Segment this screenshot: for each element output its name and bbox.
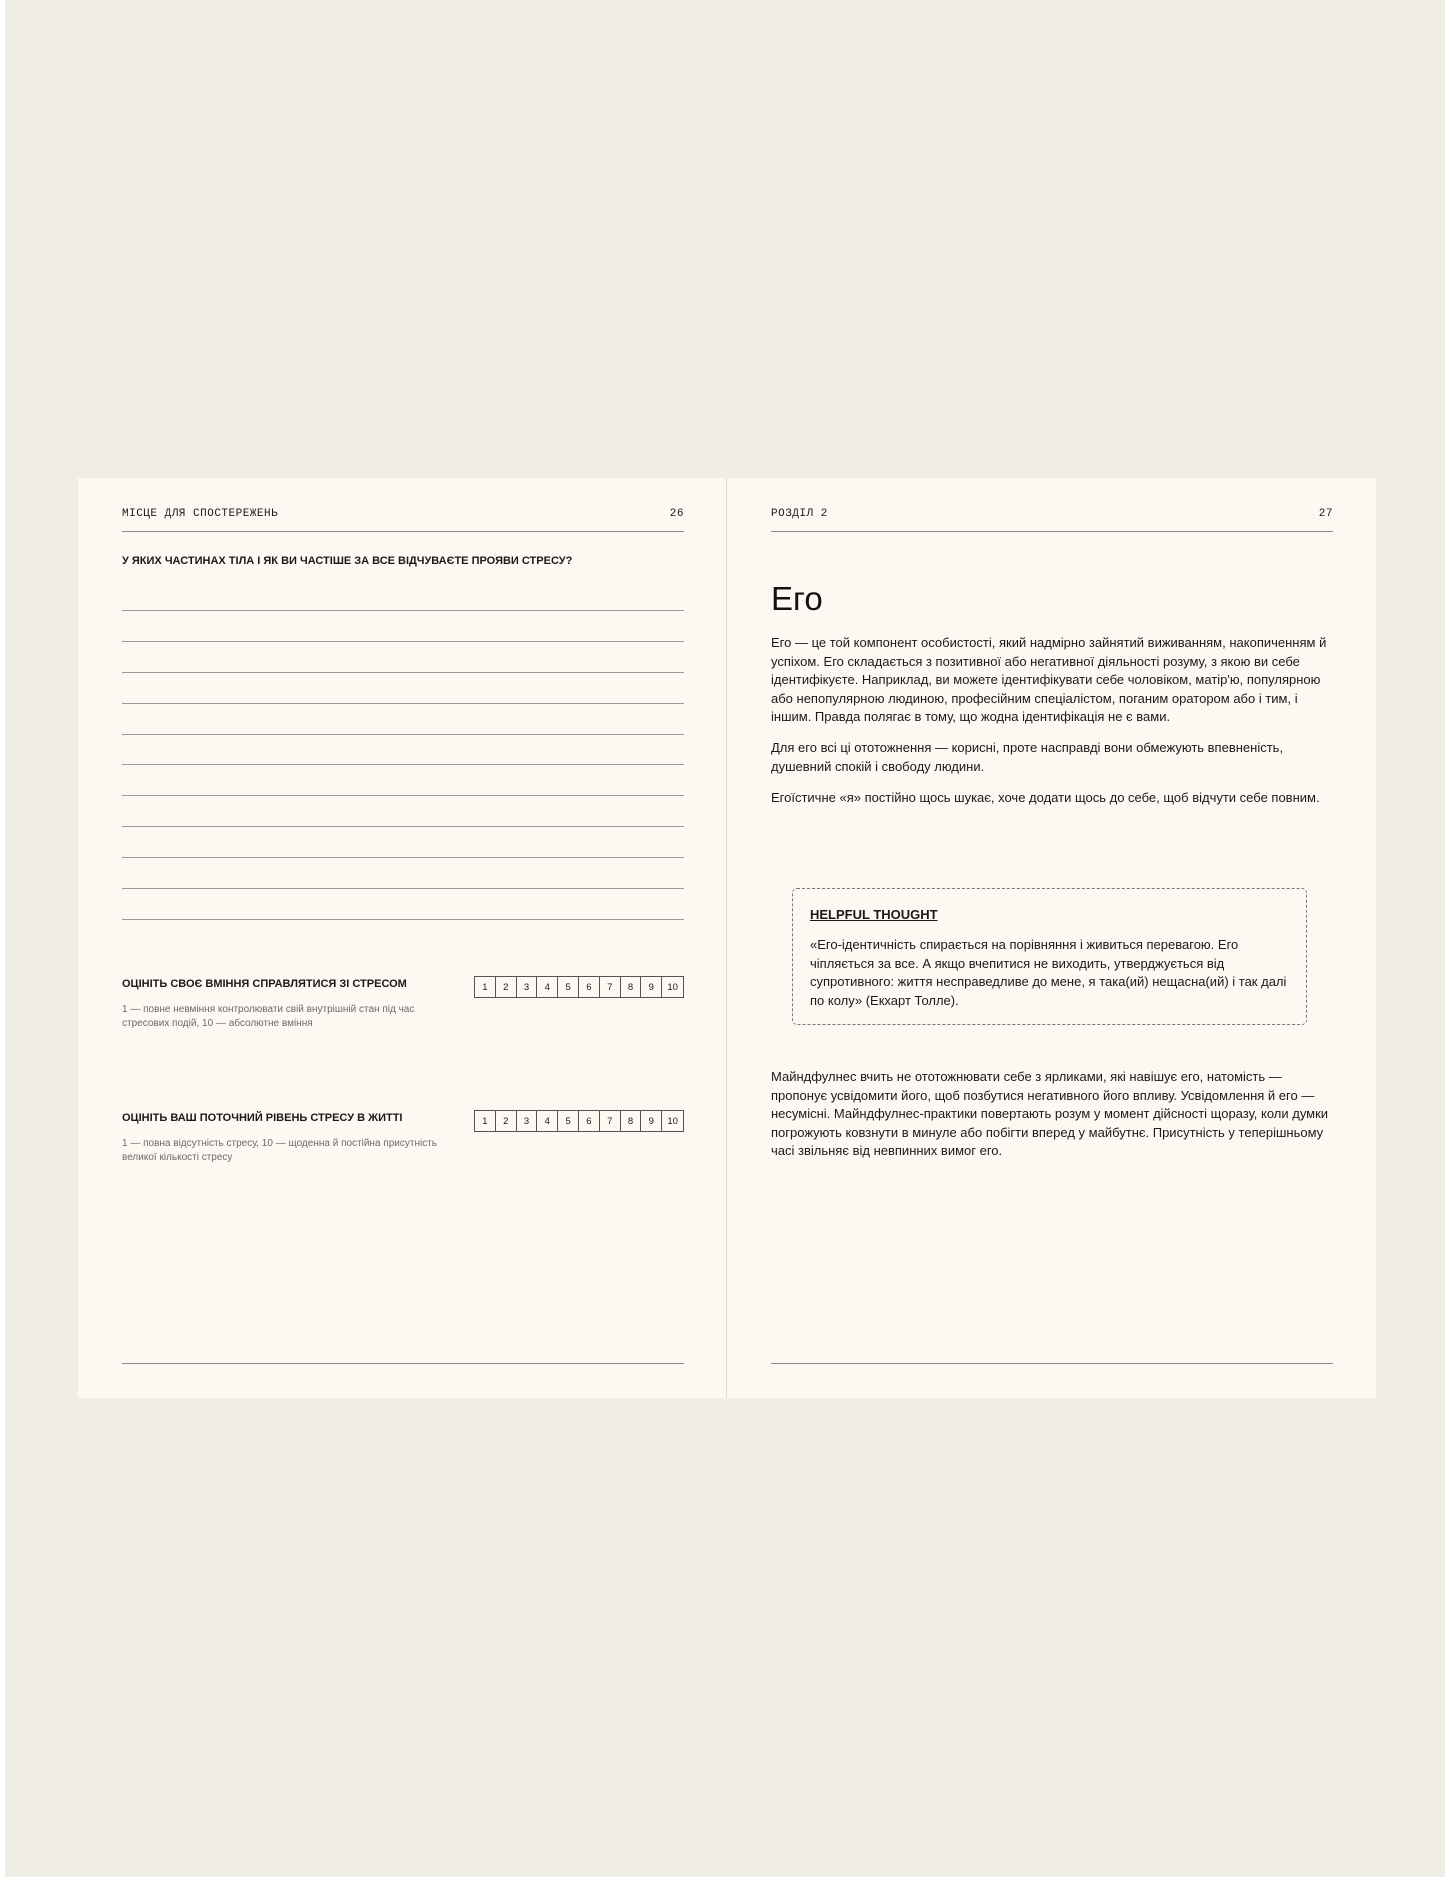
callout-quote: «Его-ідентичність спирається на порівняння і живиться перевагою. Его чіпляється за все. А якщо вчепитися не виходить, утверджується від супротивного: життя несправедливе до мене, я така(ий) нещасна(ий) і так далі по колу» (Екхарт Толле). bbox=[810, 937, 1287, 1008]
chapter-title: Его bbox=[771, 580, 823, 618]
left-page bbox=[78, 478, 727, 1398]
writing-lines[interactable] bbox=[122, 610, 684, 950]
rating-description: 1 — повна відсутність стресу, 10 — щоденна й постійна присутність великої кількості стресу bbox=[122, 1138, 437, 1163]
scale-cell[interactable]: 9 bbox=[641, 1111, 662, 1131]
scale-cell[interactable]: 8 bbox=[621, 977, 642, 997]
scale-cell[interactable]: 9 bbox=[641, 977, 662, 997]
scale-cell[interactable]: 5 bbox=[558, 1111, 579, 1131]
scale-cell[interactable]: 2 bbox=[496, 977, 517, 997]
scale-cell[interactable]: 4 bbox=[537, 1111, 558, 1131]
scale-cell[interactable]: 3 bbox=[517, 1111, 538, 1131]
scale-cell[interactable]: 10 bbox=[662, 977, 683, 997]
writing-line[interactable] bbox=[122, 672, 684, 673]
scale-cell[interactable]: 8 bbox=[621, 1111, 642, 1131]
scale-cell[interactable]: 7 bbox=[600, 1111, 621, 1131]
book-spread bbox=[78, 478, 1376, 1398]
writing-line[interactable] bbox=[122, 919, 684, 920]
callout-title: HELPFUL THOUGHT bbox=[810, 907, 938, 922]
scale-cell[interactable]: 4 bbox=[537, 977, 558, 997]
running-head: РОЗДІЛ 2 bbox=[771, 508, 828, 520]
writing-line[interactable] bbox=[122, 610, 684, 611]
writing-line[interactable] bbox=[122, 734, 684, 735]
rating-scale bbox=[474, 976, 684, 998]
scale-cell[interactable]: 5 bbox=[558, 977, 579, 997]
right-page-header bbox=[771, 508, 1333, 532]
page-number: 26 bbox=[669, 508, 684, 520]
scale-cell[interactable]: 6 bbox=[579, 977, 600, 997]
rating-label: ОЦІНІТЬ СВОЄ ВМІННЯ СПРАВЛЯТИСЯ ЗІ СТРЕСОМ bbox=[122, 978, 407, 990]
paragraph: Его — це той компонент особистості, який надмірно зайнятий виживанням, накопиченням й успіхом. Его складається з позитивної або негативної діяльності розуму, з якою ви себе ідентифікуєте. Наприклад, ви можете ідентифікувати себе чоловіком, матір'ю, популярною або непопулярною людиною, професійним спеціалістом, поганим оратором або і тим, і іншим. Правда полягає в тому, що жодна ідентифікація не є вами. bbox=[771, 635, 1327, 725]
running-head: МІСЦЕ ДЛЯ СПОСТЕРЕЖЕНЬ bbox=[122, 508, 279, 520]
scale-cell[interactable]: 6 bbox=[579, 1111, 600, 1131]
footer-rule bbox=[122, 1363, 684, 1364]
writing-line[interactable] bbox=[122, 703, 684, 704]
observation-question: У ЯКИХ ЧАСТИНАХ ТІЛА І ЯК ВИ ЧАСТІШЕ ЗА ВСЕ ВІДЧУВАЄТЕ ПРОЯВИ СТРЕСУ? bbox=[122, 555, 573, 567]
writing-line[interactable] bbox=[122, 641, 684, 642]
closing-paragraph: Майндфулнес вчить не ототожнювати себе з ярликами, які навішує его, натомість — пропонує усвідомити його, щоб позбутися негативного його впливу. Усвідомлення й его — несумісні. Майндфулнес-практики повертають розум у момент дійсності щоразу, коли думки погрожують ковзнути в минуле або побігти вперед у майбутнє. Присутність у теперішньому часі звільняє від невпинних вимог его. bbox=[771, 1069, 1329, 1159]
body-text bbox=[771, 634, 1339, 820]
scale-cell[interactable]: 10 bbox=[662, 1111, 683, 1131]
page-edge bbox=[0, 0, 5, 1877]
scale-cell[interactable]: 2 bbox=[496, 1111, 517, 1131]
paragraph: Для его всі ці ототожнення — корисні, проте насправді вони обмежують впевненість, душевний спокій і свободу людини. bbox=[771, 740, 1284, 775]
left-page-header bbox=[122, 508, 684, 532]
writing-line[interactable] bbox=[122, 795, 684, 796]
right-page bbox=[727, 478, 1376, 1398]
rating-description: 1 — повне невміння контролювати свій внутрішній стан під час стресових подій, 10 — абсолютне вміння bbox=[122, 1004, 415, 1029]
scale-cell[interactable]: 1 bbox=[475, 1111, 496, 1131]
helpful-thought-box bbox=[792, 888, 1307, 1025]
page-number: 27 bbox=[1318, 508, 1333, 520]
writing-line[interactable] bbox=[122, 888, 684, 889]
scale-cell[interactable]: 3 bbox=[517, 977, 538, 997]
writing-line[interactable] bbox=[122, 764, 684, 765]
rating-label: ОЦІНІТЬ ВАШ ПОТОЧНИЙ РІВЕНЬ СТРЕСУ В ЖИТТІ bbox=[122, 1112, 403, 1124]
scale-cell[interactable]: 7 bbox=[600, 977, 621, 997]
writing-line[interactable] bbox=[122, 826, 684, 827]
scale-cell[interactable]: 1 bbox=[475, 977, 496, 997]
paragraph: Егоїстичне «я» постійно щось шукає, хоче додати щось до себе, щоб відчути себе повним. bbox=[771, 790, 1320, 806]
rating-scale bbox=[474, 1110, 684, 1132]
writing-line[interactable] bbox=[122, 857, 684, 858]
footer-rule bbox=[771, 1363, 1333, 1364]
